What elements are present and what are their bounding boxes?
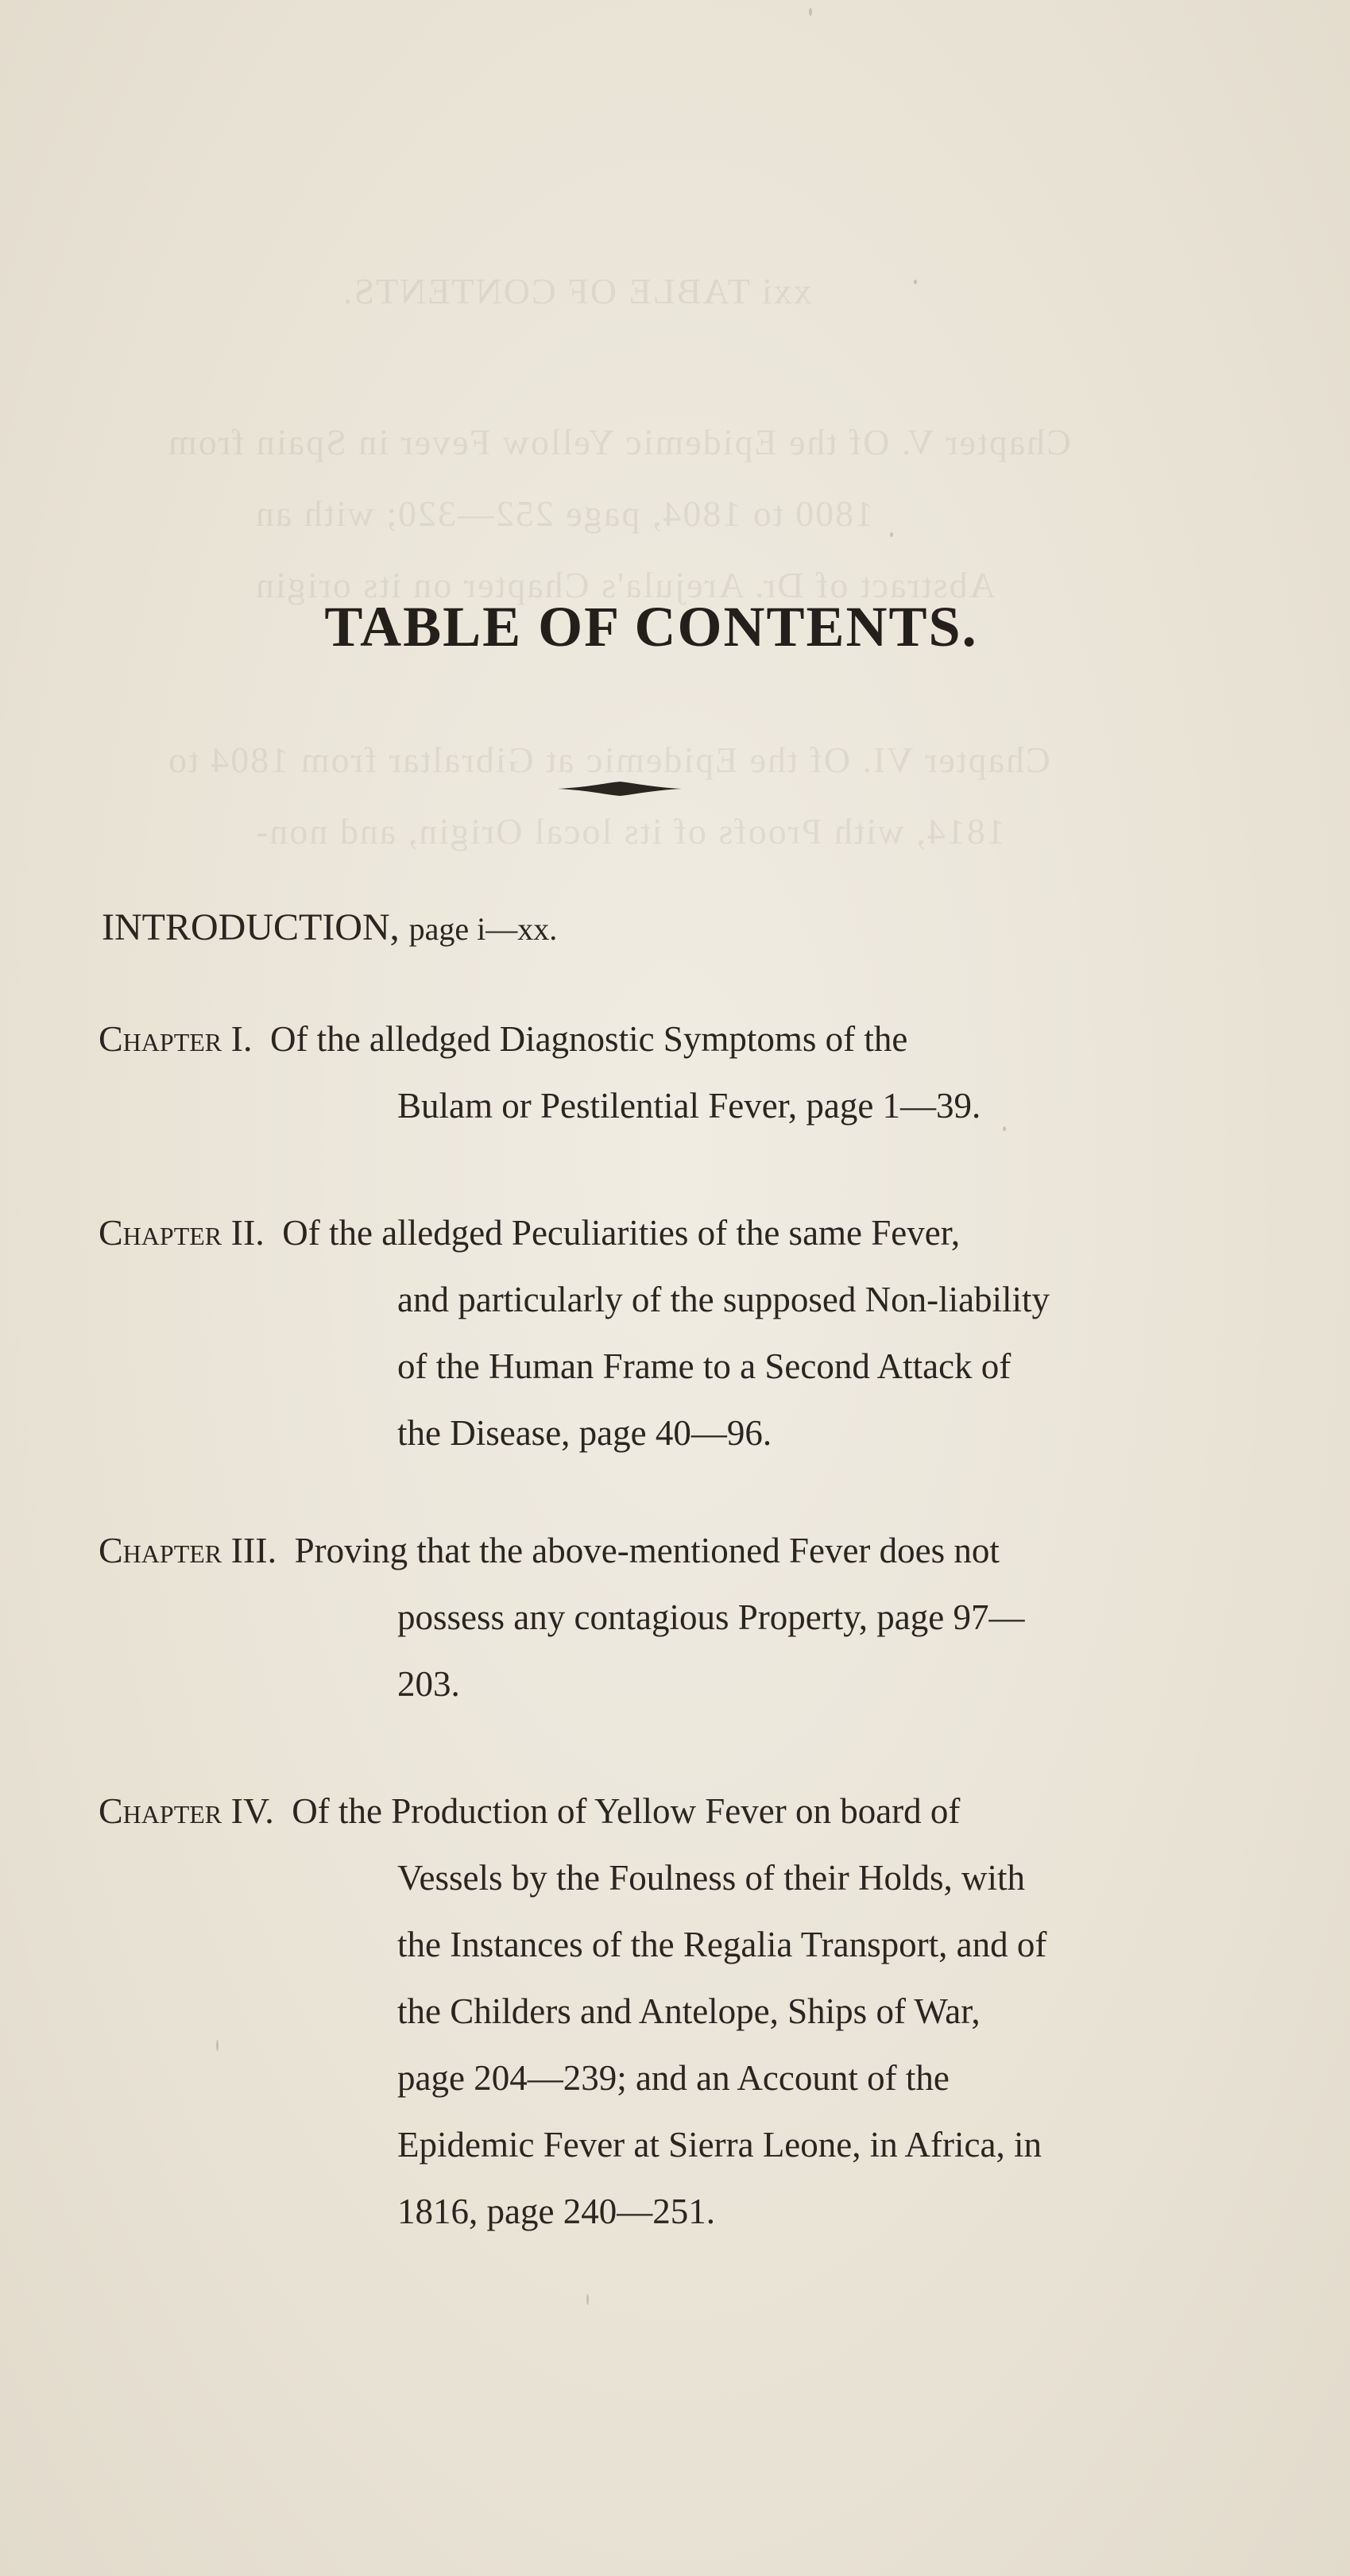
chapter-line: 203.	[397, 1664, 460, 1704]
chapter-line: 1816, page 240—251.	[397, 2192, 715, 2231]
paper-speck	[809, 8, 812, 16]
bleed-through-decoration: 1800 to 1804, page 252—320; with an	[254, 493, 874, 534]
chapter-line-text: Of the Production of Yellow Fever on board of	[292, 1791, 961, 1831]
chapter-line: of the Human Frame to a Second Attack of	[397, 1346, 1012, 1386]
chapter-line: the Instances of the Regalia Transport, and of	[397, 1925, 1047, 1964]
chapter-line	[99, 1778, 1163, 1844]
chapter-line: and particularly of the supposed Non-liability	[397, 1280, 1050, 1319]
bleed-through-decoration: 1814, with Proofs of its local Origin, and non-	[254, 811, 1005, 852]
chapter-label: Chapter II.	[99, 1212, 265, 1253]
chapter-line: page 204—239; and an Account of the	[397, 2058, 950, 2098]
chapter-text	[99, 1006, 1163, 1139]
paper-speck	[890, 532, 893, 537]
bleed-through-decoration: Chapter VI. Of the Epidemic at Gibraltar from 1804 to	[167, 740, 1050, 780]
paper-speck	[216, 2040, 219, 2051]
bleed-through-decoration: Chapter V. Of the Epidemic Yellow Fever in Spain from	[167, 422, 1071, 462]
introduction-pages: page i—xx.	[408, 911, 558, 947]
chapter-line: possess any contagious Property, page 97—	[397, 1597, 1025, 1637]
chapter-line-text: Of the alledged Peculiarities of the same Fever,	[282, 1213, 961, 1253]
chapter-label: Chapter IV.	[99, 1790, 274, 1831]
chapter-text	[99, 1199, 1163, 1466]
chapter-line	[99, 1517, 1163, 1584]
introduction-label: INTRODUCTION,	[102, 906, 400, 948]
introduction-entry	[102, 906, 557, 949]
paper-speck	[586, 2294, 589, 2305]
chapter-label: Chapter III.	[99, 1530, 277, 1570]
chapter-line: the Childers and Antelope, Ships of War,	[397, 1991, 981, 2031]
ornament-divider-icon	[556, 777, 683, 801]
chapter-label: Chapter I.	[99, 1018, 253, 1059]
chapter-line: Bulam or Pestilential Fever, page 1—39.	[397, 1086, 981, 1126]
page-title: TABLE OF CONTENTS.	[324, 595, 978, 658]
chapter-line-text: Proving that the above-mentioned Fever does not	[294, 1531, 1000, 1570]
chapter-line	[99, 1006, 1163, 1072]
chapter-text	[99, 1778, 1163, 2245]
chapter-line-text: Of the alledged Diagnostic Symptoms of the	[269, 1019, 908, 1059]
chapter-line: Epidemic Fever at Sierra Leone, in Africa, in	[397, 2125, 1042, 2165]
paper-speck	[914, 280, 917, 284]
chapter-line: Vessels by the Foulness of their Holds, with	[397, 1858, 1025, 1898]
chapter-line: the Disease, page 40—96.	[397, 1413, 772, 1453]
bleed-through-decoration: Abstract of Dr. Arejula's Chapter on its origin	[254, 565, 996, 605]
paper-speck	[1003, 1126, 1006, 1131]
bleed-through-decoration: xxi TABLE OF CONTENTS.	[342, 271, 812, 311]
chapter-text	[99, 1517, 1163, 1717]
chapter-line	[99, 1199, 1163, 1266]
